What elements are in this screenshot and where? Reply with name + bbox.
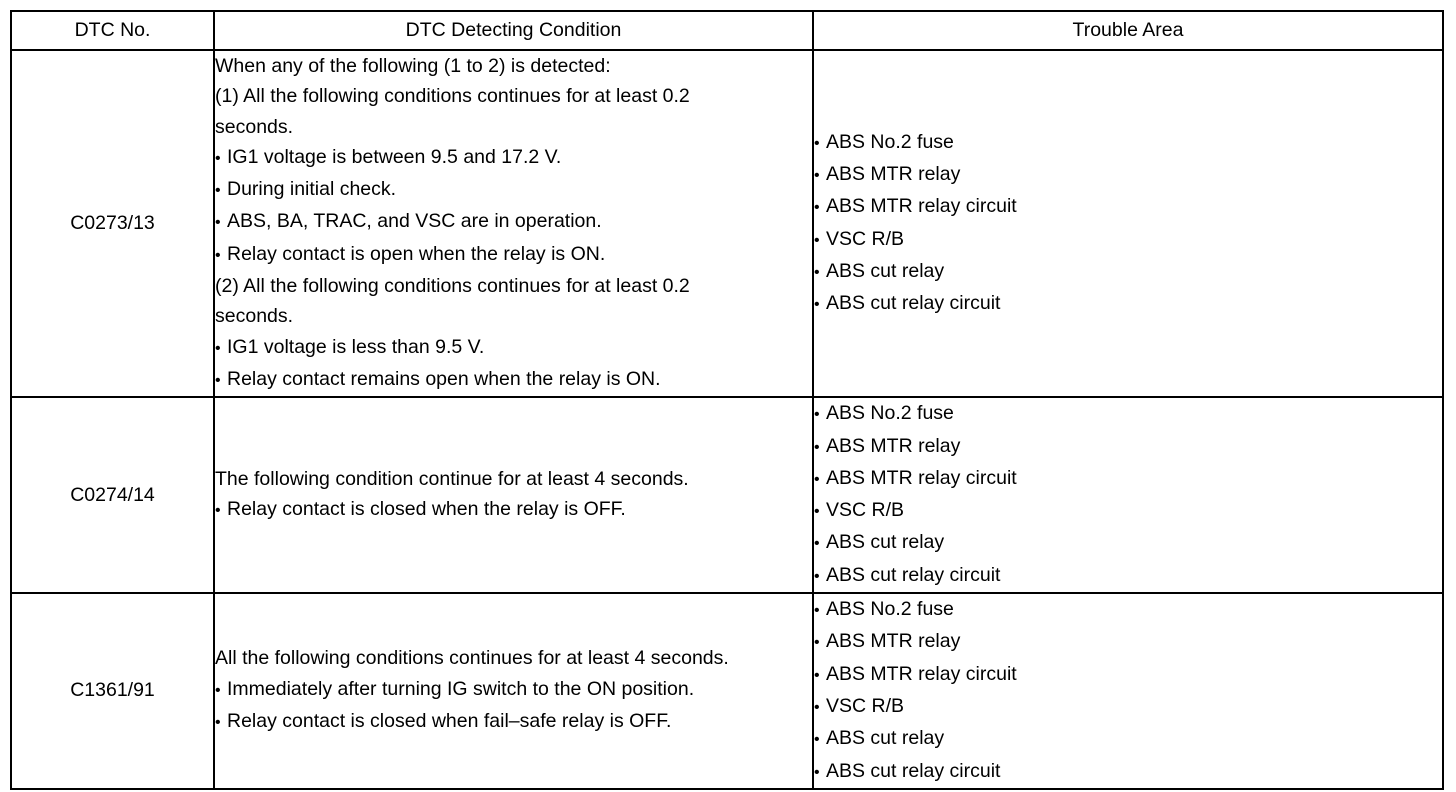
trouble-area-list <box>813 397 1443 593</box>
header-dtc-no: DTC No. <box>11 11 214 50</box>
trouble-area-item: • ABS MTR relay circuit <box>814 463 1442 495</box>
detecting-condition <box>214 397 813 593</box>
condition-line: seconds. <box>215 305 294 328</box>
condition-line: When any of the following (1 to 2) is detected: <box>215 55 611 77</box>
table-row <box>11 593 1443 789</box>
table-row <box>11 397 1443 593</box>
trouble-area-list <box>813 593 1443 789</box>
table-row <box>11 50 1443 397</box>
condition-line: (2) All the following conditions continues for at least 0.2 <box>215 275 690 298</box>
condition-bullet-item: • ABS, BA, TRAC, and VSC are in operation. <box>215 206 812 238</box>
header-row <box>11 11 1443 50</box>
condition-bullet-item: • During initial check. <box>215 174 812 206</box>
dtc-code: C1361/91 <box>11 593 214 789</box>
trouble-area-item: • ABS No.2 fuse <box>814 398 1442 430</box>
trouble-area-item: • ABS MTR relay circuit <box>814 191 1442 223</box>
condition-line: The following condition continue for at least 4 seconds. <box>215 467 689 490</box>
trouble-area-item: • ABS No.2 fuse <box>814 127 1442 159</box>
dtc-code: C0273/13 <box>11 50 214 397</box>
trouble-area-item: • ABS MTR relay <box>814 626 1442 658</box>
header-trouble-area: Trouble Area <box>813 11 1443 50</box>
condition-bullet-item: • Relay contact is open when the relay is ON. <box>215 239 812 271</box>
condition-bullet-item: • Immediately after turning IG switch to the ON position. <box>215 674 812 706</box>
header-condition: DTC Detecting Condition <box>214 11 813 50</box>
trouble-area-item: • ABS cut relay circuit <box>814 288 1442 320</box>
dtc-code: C0274/14 <box>11 397 214 593</box>
condition-bullet-item: • Relay contact remains open when the relay is ON. <box>215 364 812 396</box>
trouble-area-item: • ABS MTR relay circuit <box>814 659 1442 691</box>
trouble-area-item: • ABS MTR relay <box>814 431 1442 463</box>
dtc-table <box>10 10 1444 790</box>
trouble-area-item: • VSC R/B <box>814 691 1442 723</box>
condition-bullet-item: • Relay contact is closed when the relay is OFF. <box>215 494 812 526</box>
condition-bullet-item: • IG1 voltage is between 9.5 and 17.2 V. <box>215 142 812 174</box>
trouble-area-item: • VSC R/B <box>814 224 1442 256</box>
condition-bullet-item: • IG1 voltage is less than 9.5 V. <box>215 332 812 364</box>
condition-bullet-item: • Relay contact is closed when fail–safe relay is OFF. <box>215 706 812 738</box>
detecting-condition <box>214 593 813 789</box>
condition-line: seconds. <box>215 115 294 138</box>
trouble-area-item: • ABS cut relay <box>814 256 1442 288</box>
condition-line: All the following conditions continues for at least 4 seconds. <box>215 647 729 670</box>
trouble-area-item: • VSC R/B <box>814 495 1442 527</box>
trouble-area-item: • ABS cut relay circuit <box>814 560 1442 592</box>
trouble-area-item: • ABS No.2 fuse <box>814 594 1442 626</box>
trouble-area-item: • ABS cut relay <box>814 527 1442 559</box>
condition-line: (1) All the following conditions continues for at least 0.2 <box>215 85 690 108</box>
trouble-area-item: • ABS cut relay circuit <box>814 756 1442 788</box>
detecting-condition <box>214 50 813 397</box>
trouble-area-list <box>813 50 1443 397</box>
trouble-area-item: • ABS MTR relay <box>814 159 1442 191</box>
trouble-area-item: • ABS cut relay <box>814 723 1442 755</box>
